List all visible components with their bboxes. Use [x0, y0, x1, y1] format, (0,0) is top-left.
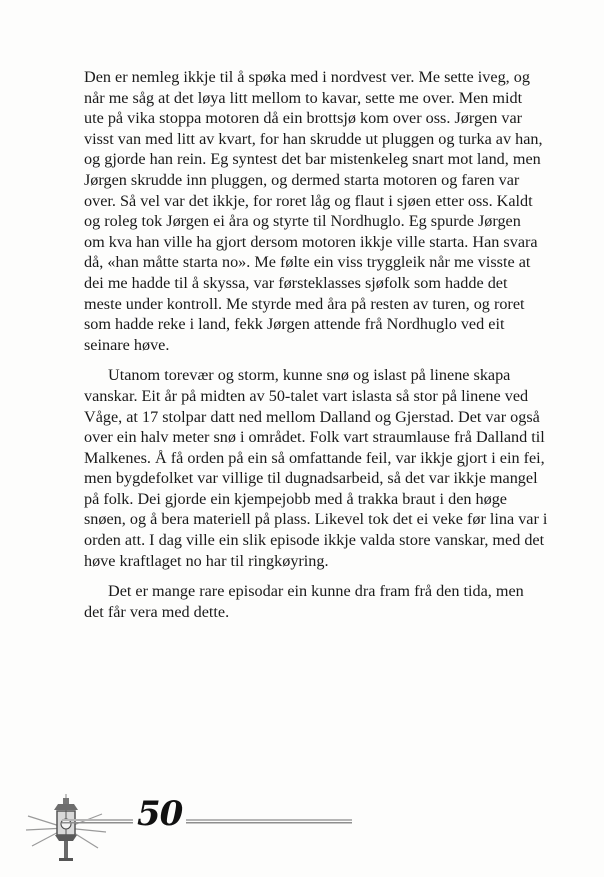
text-line: seinare høve.: [84, 335, 170, 354]
text-line: Malkenes. Å få orden på ein så omfattande feil, var ikkje gjort i ein fei,: [84, 448, 545, 467]
text-line: ute på vika stoppa motoren då ein brottsjø kom over oss. Jørgen var: [84, 109, 523, 128]
text-line: dei me hadde til å skyssa, var førsteklasses sjøfolk som hadde det: [84, 273, 508, 292]
text-line: Jørgen skrudde inn pluggen, og dermed starta motoren og faren var: [84, 170, 520, 189]
paragraph-3: [84, 581, 562, 622]
paragraph-2: [84, 365, 562, 571]
text-line: snøen, og å bera materiell på plass. Likevel tok det ei veke før lina var i: [84, 510, 548, 529]
body-text: [84, 67, 562, 632]
text-line: det får vera med dette.: [84, 602, 230, 621]
text-line: og gjorde han rein. Eg syntest det bar mistenkeleg snart mot land, men: [84, 150, 541, 169]
text-line: Våge, at 17 stolpar datt ned mellom Dalland og Gjerstad. Det var også: [84, 407, 540, 426]
text-line: når me såg at det løya litt mellom to kavar, sette me over. Men midt: [84, 88, 523, 107]
page-number: 50: [133, 794, 186, 834]
text-line: som hadde reke i land, fekk Jørgen attende frå Nordhuglo ved eit: [84, 315, 505, 334]
text-line: over ein halv meter snø i området. Folk vart straumlause frå Dalland til: [84, 428, 545, 447]
text-line: men bygdefolket var villige til dugnadsarbeid, så det var ikkje mangel: [84, 469, 538, 488]
text-line: og roleg tok Jørgen ei åra og styrte til Nordhuglo. Eg spurde Jørgen: [84, 212, 521, 231]
page-footer: [0, 790, 604, 870]
text-line: vanskar. Eit år på midten av 50-talet vart islasta så stor på linene ved: [84, 386, 529, 405]
text-line: om kva han ville ha gjort dersom motoren ikkje ville starta. Han svara: [84, 232, 538, 251]
text-line: Det er mange rare episodar ein kunne dra fram frå den tida, men: [108, 582, 524, 601]
text-line: over. Så vel var det ikkje, for roret låg og flaut i sjøen etter oss. Kaldt: [84, 191, 533, 210]
paragraph-1: [84, 67, 562, 355]
text-line: høve kraftlaget no har til ringkøyring.: [84, 551, 329, 570]
text-line: Den er nemleg ikkje til å spøka med i nordvest ver. Me sette iveg, og: [84, 68, 530, 86]
footer-rule: [62, 815, 352, 827]
text-line: orden att. I dag ville ein slik episode ikkje valda store vanskar, med det: [84, 531, 545, 550]
text-line: Utanom torevær og storm, kunne snø og islast på linene skapa: [108, 366, 511, 385]
text-line: då, «han måtte starta no». Me følte ein viss tryggleik når me visste at: [84, 253, 531, 272]
text-line: meste under kontroll. Me styrde med åra på resten av turen, og roret: [84, 294, 525, 313]
text-line: visst van med litt av kvart, for han skrudde ut pluggen og turka av han,: [84, 129, 543, 148]
text-line: på folk. Dei gjorde ein kjempejobb med å trakka braut i den høge: [84, 489, 507, 508]
